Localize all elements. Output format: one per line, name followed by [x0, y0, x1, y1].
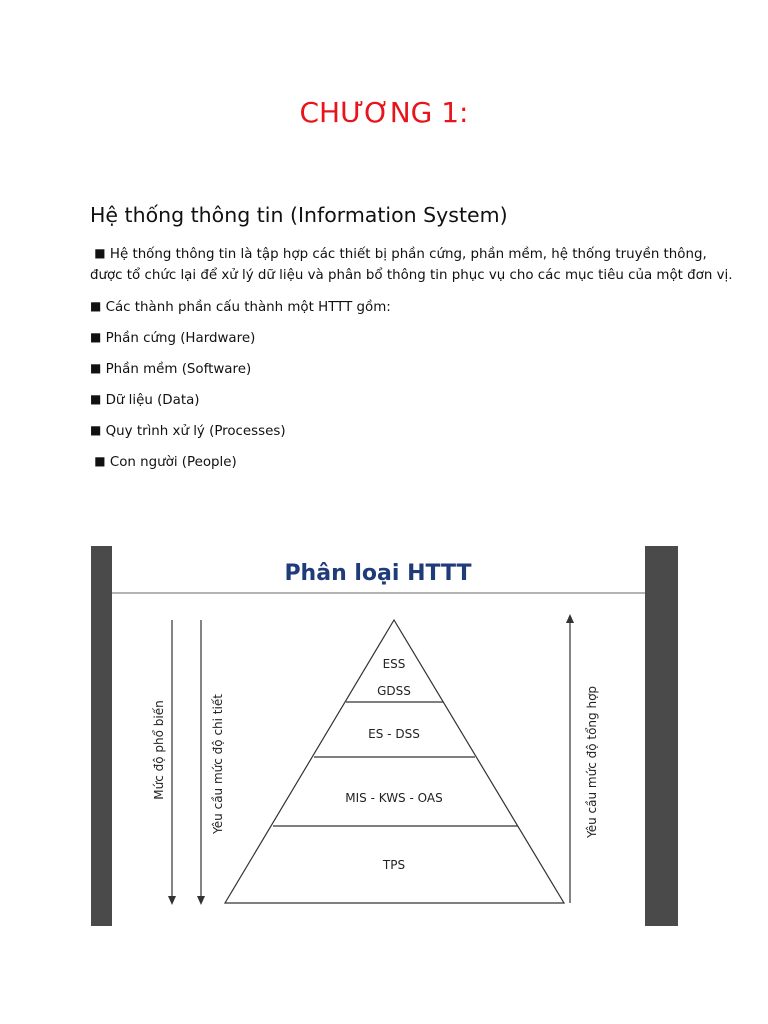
pyramid-level-es-dss: ES - DSS: [368, 727, 420, 741]
list-item: [90, 452, 237, 473]
right-axis-label: Yêu cầu mức độ tổng hợp: [585, 685, 599, 839]
list-item: [90, 297, 391, 318]
bullet-icon: ■: [90, 361, 102, 375]
component-processes: Quy trình xử lý (Processes): [105, 424, 286, 439]
list-item: [90, 421, 286, 442]
component-hardware: Phần cứng (Hardware): [105, 331, 256, 346]
intro-line-2: được tổ chức lại để xử lý dữ liệu và phân bổ thông tin phục vụ cho các mục tiêu của một đơn vị.: [90, 268, 733, 283]
classification-diagram: [91, 546, 678, 926]
component-people: Con người (People): [109, 455, 237, 470]
list-item: [90, 359, 251, 380]
bullet-icon: ■: [90, 423, 102, 437]
left-frame-bar: [91, 546, 112, 926]
bullet-icon: ■: [94, 246, 106, 260]
left-axis-label-2: Yêu cầu mức độ chi tiết: [211, 694, 225, 834]
components-intro: Các thành phần cấu thành một HTTT gồm:: [105, 300, 391, 315]
list-item: [90, 390, 200, 411]
pyramid-level-tps: TPS: [382, 858, 406, 872]
left-axis-label-1: Mức độ phổ biến: [152, 700, 166, 800]
pyramid-level-mis-kws-oas: MIS - KWS - OAS: [345, 791, 443, 805]
right-frame-bar: [645, 546, 678, 926]
component-data: Dữ liệu (Data): [105, 393, 200, 408]
chapter-title: CHƯƠNG 1:: [299, 96, 469, 129]
intro-paragraph: [90, 244, 732, 286]
intro-line-1: Hệ thống thông tin là tập hợp các thiết bị phần cứng, phần mềm, hệ thống truyền thông,: [109, 247, 707, 262]
bullet-icon: ■: [94, 454, 106, 468]
bullet-icon: ■: [90, 299, 102, 313]
list-item: [90, 328, 255, 349]
bullet-icon: ■: [90, 330, 102, 344]
component-software: Phần mềm (Software): [105, 362, 252, 377]
section-heading: Hệ thống thông tin (Information System): [90, 203, 508, 227]
classification-figure: [91, 546, 678, 926]
bullet-icon: ■: [90, 392, 102, 406]
pyramid-level-ess: ESS: [382, 657, 406, 671]
pyramid-level-gdss: GDSS: [377, 684, 411, 698]
figure-title: Phân loại HTTT: [284, 561, 472, 586]
